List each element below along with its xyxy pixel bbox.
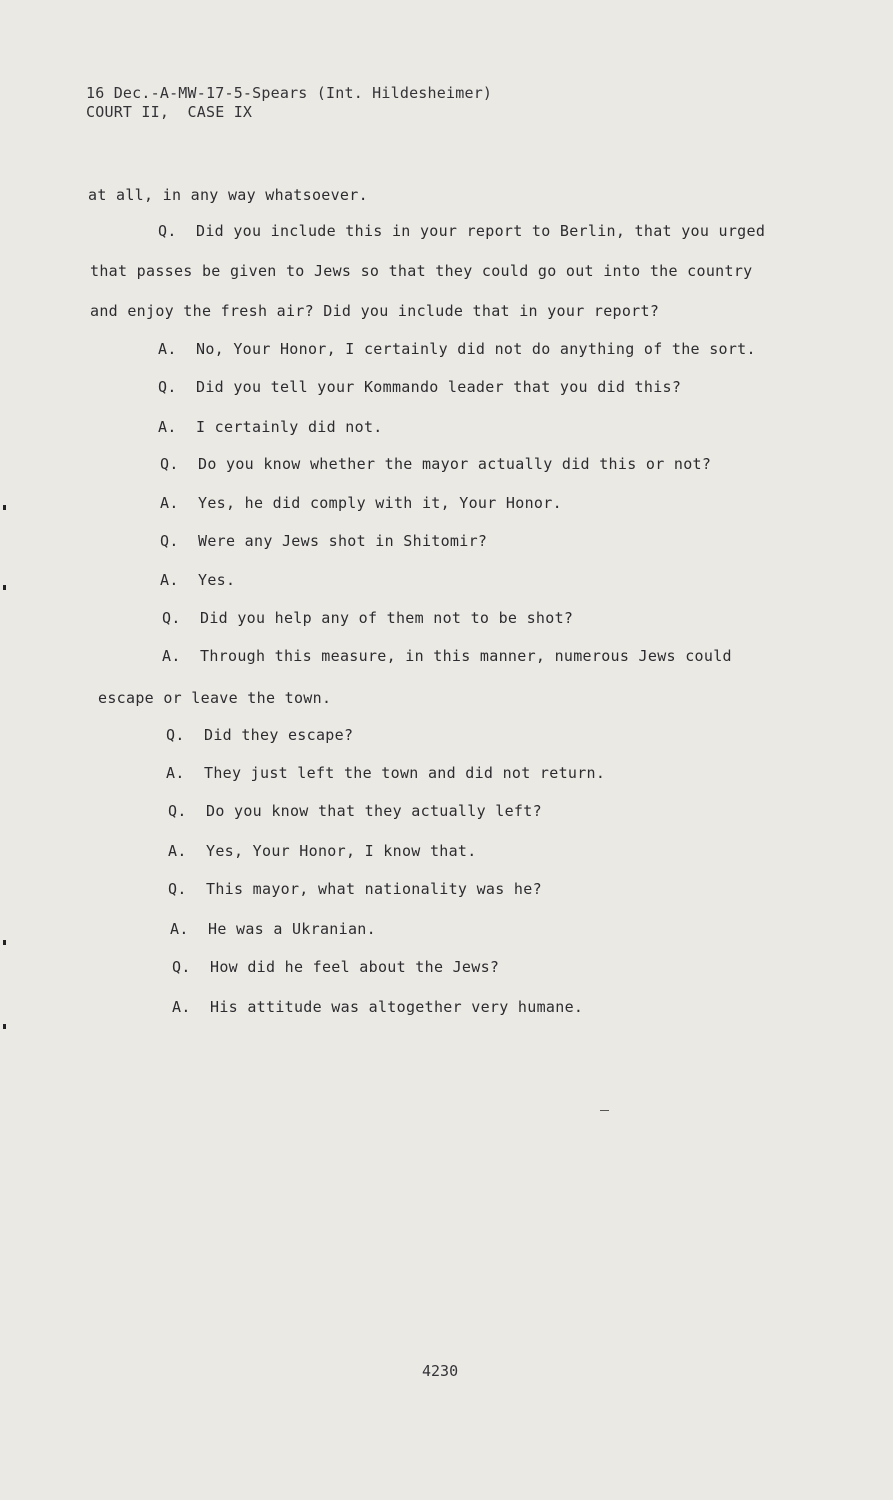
line-text: I certainly did not. (196, 418, 383, 436)
speaker-mark: A. (158, 418, 177, 436)
speaker-mark: A. (162, 647, 181, 665)
page-number: 4230 (422, 1362, 459, 1380)
question-line (168, 802, 542, 820)
line-text: Do you know that they actually left? (206, 802, 542, 820)
header-line-2: COURT II, CASE IX (86, 103, 253, 121)
answer-line (166, 764, 605, 782)
line-text: that passes be given to Jews so that they could go out into the country (90, 262, 753, 280)
line-text: This mayor, what nationality was he? (206, 880, 542, 898)
answer-line (160, 494, 562, 512)
question-line (158, 222, 765, 240)
line-text: Did you tell your Kommando leader that you did this? (196, 378, 682, 396)
answer-line (170, 920, 376, 938)
line-text: and enjoy the fresh air? Did you include that in your report? (90, 302, 660, 320)
answer-line (158, 418, 383, 436)
question-line (158, 378, 681, 396)
text-line (90, 302, 659, 320)
speaker-mark: Q. (162, 609, 181, 627)
question-line (172, 958, 499, 976)
question-line (160, 532, 487, 550)
speaker-mark: A. (160, 494, 179, 512)
line-text: Through this measure, in this manner, numerous Jews could (200, 647, 732, 665)
line-text: He was a Ukranian. (208, 920, 376, 938)
speaker-mark: A. (168, 842, 187, 860)
speaker-mark: A. (160, 571, 179, 589)
answer-line (158, 340, 756, 358)
text-line (90, 262, 752, 280)
header-line-1: 16 Dec.-A-MW-17-5-Spears (Int. Hildesheimer) (86, 84, 493, 102)
speaker-mark: Q. (160, 532, 179, 550)
speaker-mark: Q. (172, 958, 191, 976)
line-text: Do you know whether the mayor actually did this or not? (198, 455, 712, 473)
question-line (166, 726, 353, 744)
line-text: Yes. (198, 571, 236, 589)
line-text: Yes, Your Honor, I know that. (206, 842, 477, 860)
answer-line (168, 842, 477, 860)
text-line (98, 689, 331, 707)
speaker-mark: Q. (160, 455, 179, 473)
question-line (160, 455, 711, 473)
line-text: How did he feel about the Jews? (210, 958, 500, 976)
speaker-mark: A. (166, 764, 185, 782)
punch-hole-mark (3, 585, 6, 590)
document-header (86, 84, 492, 122)
punch-hole-mark (3, 505, 6, 510)
speaker-mark: Q. (166, 726, 185, 744)
punch-hole-mark (3, 1024, 6, 1029)
line-text: Did they escape? (204, 726, 354, 744)
answer-line (160, 571, 235, 589)
line-text: Did you include this in your report to Berlin, that you urged (196, 222, 766, 240)
line-text: Yes, he did comply with it, Your Honor. (198, 494, 562, 512)
line-text: His attitude was altogether very humane. (210, 998, 584, 1016)
answer-line (162, 647, 732, 665)
line-text: escape or leave the town. (98, 689, 332, 707)
line-text: They just left the town and did not return. (204, 764, 606, 782)
question-line (162, 609, 573, 627)
speaker-mark: A. (158, 340, 177, 358)
speaker-mark: Q. (168, 802, 187, 820)
punch-hole-mark (3, 940, 6, 945)
speaker-mark: Q. (158, 378, 177, 396)
speaker-mark: A. (172, 998, 191, 1016)
line-text: Were any Jews shot in Shitomir? (198, 532, 488, 550)
speaker-mark: Q. (168, 880, 187, 898)
speaker-mark: A. (170, 920, 189, 938)
line-text: No, Your Honor, I certainly did not do anything of the sort. (196, 340, 756, 358)
question-line (168, 880, 542, 898)
line-text: Did you help any of them not to be shot? (200, 609, 574, 627)
speaker-mark: Q. (158, 222, 177, 240)
answer-line (172, 998, 583, 1016)
stray-mark (600, 1110, 609, 1111)
line-text: at all, in any way whatsoever. (88, 186, 368, 204)
text-line (88, 186, 368, 204)
